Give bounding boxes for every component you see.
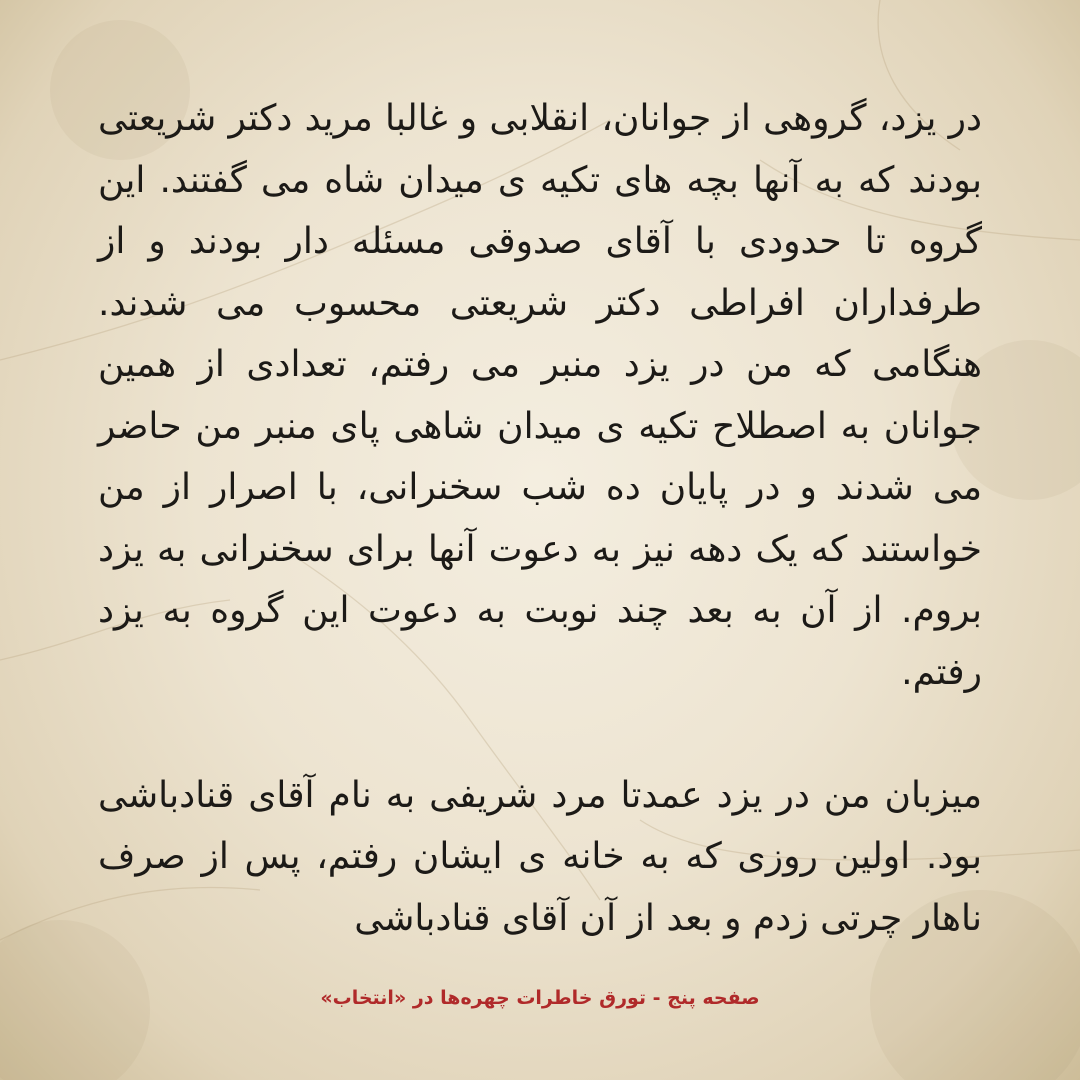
article-paragraph-1: در یزد، گروهی از جوانان، انقلابی و غالبا مرید دکتر شریعتی بودند که به آنها بچه های تکیه ی میدان شاه می گفتند. این گروه تا حدودی با آقای صدوقی مسئله دار بودند و از طرفداران افراطی دکتر شریعتی محسوب می شدند. هنگامی که من در یزد منبر می رفتم، تعدادی از همین جوانان به اصطلاح تکیه ی میدان شاهی پای منبر من حاضر می شدند و در پایان ده شب سخنرانی، با اصرار از من خواستند که یک دهه نیز به دعوت آنها برای سخنرانی به یزد بروم. از آن به بعد چند نوبت به دعوت این گروه به یزد رفتم.: [98, 98, 982, 693]
article-paragraph-2: میزبان من در یزد عمدتا مرد شریفی به نام آقای قنادباشی بود. اولین روزی که به خانه ی ایشان رفتم، پس از صرف ناهار چرتی زدم و بعد از آن آقای قنادباشی: [98, 774, 982, 939]
paragraph-gap: [98, 703, 982, 765]
source-caption: صفحه پنج - تورق خاطرات چهره‌ها در «انتخاب»: [320, 987, 760, 1009]
article-text: [98, 88, 982, 949]
